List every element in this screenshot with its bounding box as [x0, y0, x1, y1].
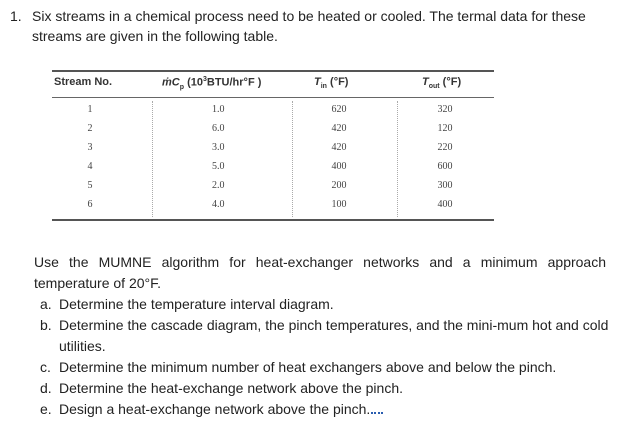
- task-list: [40, 294, 610, 420]
- task-text: Determine the minimum number of heat exchangers above and below the pinch.: [59, 359, 557, 375]
- table-row: [52, 123, 494, 142]
- cell-stream: 2: [87, 123, 93, 134]
- cell-stream: 1: [87, 104, 93, 115]
- task-letter: e.: [40, 401, 52, 417]
- task-letter: d.: [40, 380, 52, 396]
- cell-stream: 3: [87, 142, 93, 153]
- list-item: [40, 399, 610, 420]
- mcp-subscript: p: [179, 83, 185, 91]
- cell-tin: 200: [331, 180, 347, 191]
- cell-mcp: 3.0: [212, 142, 225, 153]
- cell-stream: 5: [87, 180, 93, 191]
- table-row: [52, 161, 494, 180]
- problem-number: 1.: [10, 8, 22, 24]
- task-text: Determine the heat-exchange network above the pinch.: [59, 380, 403, 396]
- list-item: [40, 378, 610, 399]
- task-letter: c.: [40, 359, 51, 375]
- more-link-dots[interactable]: [371, 412, 383, 414]
- task-letter: a.: [40, 296, 52, 312]
- task-text: Determine the temperature interval diagram.: [59, 296, 334, 312]
- list-item: [40, 357, 610, 378]
- header-tin: [314, 76, 348, 90]
- header-mcp: [162, 76, 261, 91]
- cell-mcp: 5.0: [212, 161, 225, 172]
- table-header-rule: [52, 97, 494, 98]
- cell-tout: 320: [437, 104, 453, 115]
- tout-symbol: T: [422, 76, 429, 88]
- cell-tin: 420: [331, 142, 347, 153]
- mcp-unit-sup: 3: [202, 76, 207, 83]
- tin-unit: (°F): [326, 76, 349, 88]
- cell-tin: 620: [331, 104, 347, 115]
- mcp-unit-b: BTU/hr°F ): [206, 76, 262, 89]
- cell-tin: 100: [331, 199, 347, 210]
- header-stream-no: Stream No.: [54, 76, 113, 88]
- cell-mcp: 1.0: [212, 104, 225, 115]
- table-row: [52, 104, 494, 123]
- table-row: [52, 142, 494, 161]
- cell-mcp: 2.0: [212, 180, 225, 191]
- cell-tin: 400: [331, 161, 347, 172]
- cell-tout: 600: [437, 161, 453, 172]
- cell-tout: 300: [437, 180, 453, 191]
- cell-tout: 220: [437, 142, 453, 153]
- intro-text-line1: Six streams in a chemical process need to be heated or cooled. The termal data for these: [32, 8, 586, 24]
- cell-stream: 6: [87, 199, 93, 210]
- table-bottom-rule: [52, 219, 494, 221]
- intro-text-line2: streams are given in the following table.: [32, 28, 278, 44]
- cell-mcp: 6.0: [212, 123, 225, 134]
- tin-symbol: T: [314, 76, 321, 88]
- list-item: [40, 315, 610, 357]
- header-tout: [422, 76, 461, 90]
- task-letter: b.: [40, 317, 52, 333]
- cell-stream: 4: [87, 161, 93, 172]
- mcp-symbol: ṁC: [162, 76, 180, 89]
- table-top-rule: [52, 70, 494, 72]
- cell-mcp: 4.0: [212, 199, 225, 210]
- table-row: [52, 180, 494, 199]
- problem-intro-line1: [10, 6, 610, 26]
- cell-tout: 120: [437, 123, 453, 134]
- table-row: [52, 199, 494, 218]
- instructions-paragraph: Use the MUMNE algorithm for heat-exchanger networks and a minimum approach temperature of 20°F.: [34, 254, 606, 291]
- tout-subscript: out: [428, 83, 440, 91]
- task-text: Design a heat-exchange network above the pinch.: [59, 401, 371, 417]
- tout-unit: (°F): [439, 76, 462, 88]
- list-item: [40, 294, 610, 315]
- task-text: Determine the cascade diagram, the pinch temperatures, and the mini-mum hot and cold utilities.: [59, 317, 609, 354]
- mcp-unit-a: (10: [184, 76, 203, 89]
- problem-intro: [10, 6, 610, 46]
- tin-subscript: in: [320, 83, 327, 91]
- cell-tout: 400: [437, 199, 453, 210]
- cell-tin: 420: [331, 123, 347, 134]
